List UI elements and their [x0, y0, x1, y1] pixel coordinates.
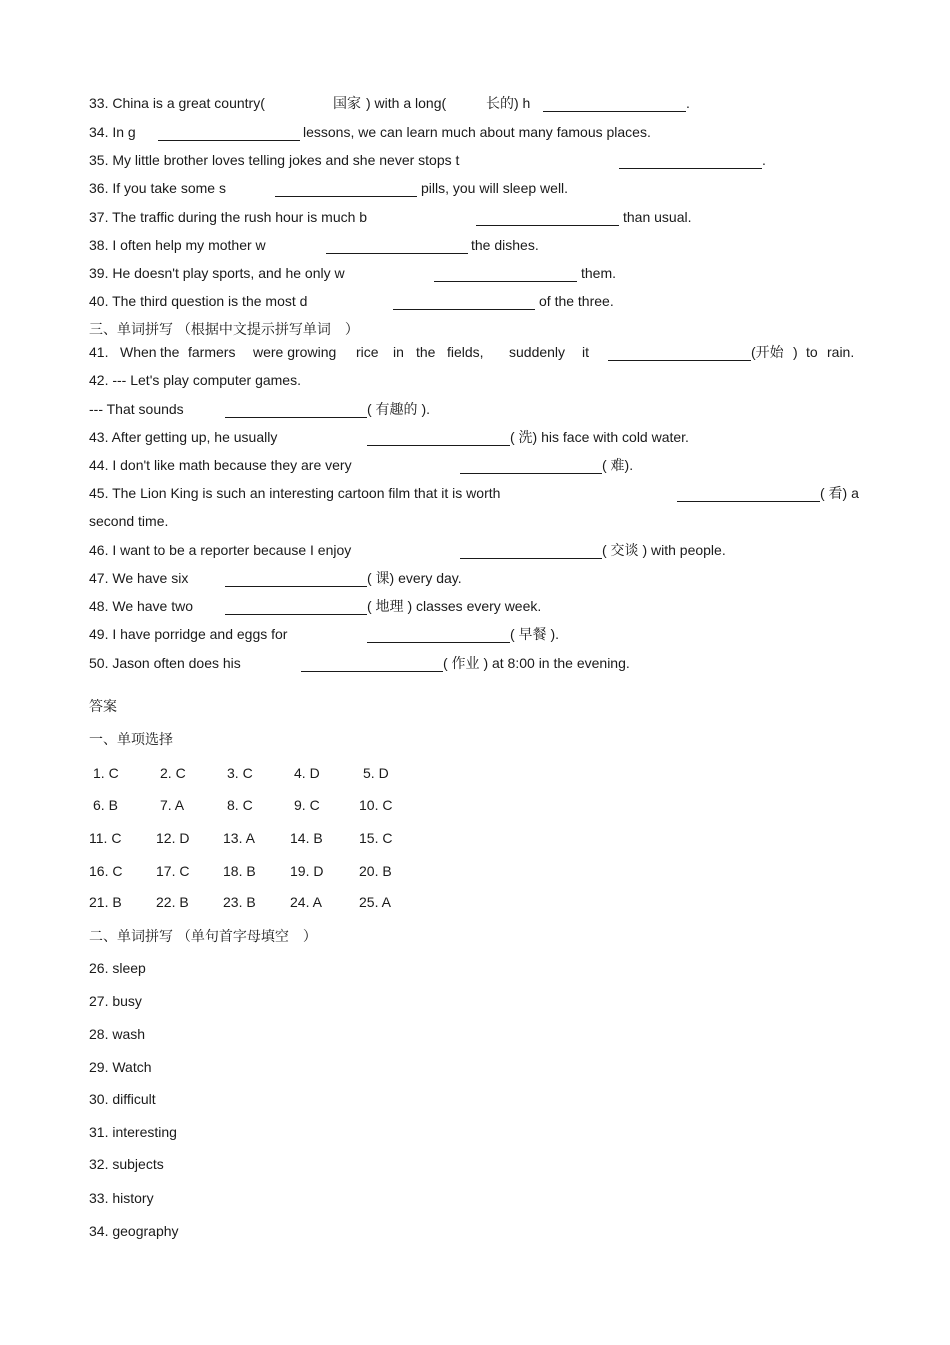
q41-word-12: to	[806, 344, 818, 360]
q33-hint-country: 国家	[333, 95, 361, 111]
answer-cell: 24. A	[290, 894, 322, 910]
list-item: 32. subjects	[89, 1156, 164, 1172]
q45-answer-blank[interactable]	[677, 501, 820, 502]
q48-answer-blank[interactable]	[225, 614, 367, 615]
q41-answer-blank[interactable]	[608, 360, 751, 361]
answers-section2-title: 二、单词拼写 （单句首字母填空 ）	[89, 928, 317, 944]
q46-text-b: ( 交谈 ) with people.	[602, 542, 726, 558]
q36-text-b: pills, you will sleep well.	[421, 180, 569, 196]
q41-word-7: in	[393, 344, 404, 360]
q35-text-a: 35. My little brother loves telling jokes and she never stops t	[89, 152, 460, 168]
q36-text-a: 36. If you take some s	[89, 180, 226, 196]
answer-cell: 14. B	[290, 830, 323, 846]
q48-text-b: ( 地理 ) classes every week.	[367, 598, 542, 614]
q42-response: --- That sounds	[89, 401, 184, 417]
q33-text-c: ) with a long(	[366, 95, 447, 111]
q34-text-a: 34. In g	[89, 124, 136, 140]
q33-text-e: ) h	[514, 95, 531, 111]
q38-answer-blank[interactable]	[326, 253, 468, 254]
q41-word-9: fields,	[447, 344, 484, 360]
answer-cell: 19. D	[290, 863, 324, 879]
list-item: 27. busy	[89, 993, 142, 1009]
answer-cell: 11. C	[89, 830, 122, 846]
answer-cell: 10. C	[359, 797, 393, 813]
answer-cell: 18. B	[223, 863, 256, 879]
q34-answer-blank[interactable]	[158, 140, 300, 141]
section3-title: 三、单词拼写 （根据中文提示拼写单词 ）	[89, 321, 359, 337]
answer-cell: 16. C	[89, 863, 123, 879]
q40-answer-blank[interactable]	[393, 309, 535, 310]
answer-cell: 20. B	[359, 863, 392, 879]
q41-word-1: 41.	[89, 344, 109, 360]
q47-text-a: 47. We have six	[89, 570, 189, 586]
q41-word-8: the	[416, 344, 436, 360]
q33-text-f: .	[686, 95, 690, 111]
q49-text-a: 49. I have porridge and eggs for	[89, 626, 288, 642]
answer-cell: 4. D	[294, 765, 320, 781]
q40-text-a: 40. The third question is the most d	[89, 293, 308, 309]
q44-text-b: ( 难).	[602, 457, 634, 473]
answer-cell: 12. D	[156, 830, 190, 846]
answer-cell: 3. C	[227, 765, 253, 781]
q48-text-a: 48. We have two	[89, 598, 194, 614]
q38-text-b: the dishes.	[471, 237, 539, 253]
answer-cell: 25. A	[359, 894, 391, 910]
q45-text-b: ( 看) a	[820, 485, 859, 501]
answer-cell: 5. D	[363, 765, 389, 781]
q50-answer-blank[interactable]	[301, 671, 443, 672]
q50-text-b: ( 作业 ) at 8:00 in the evening.	[443, 655, 630, 671]
q41-word-2: When	[120, 344, 157, 360]
q42-answer-blank[interactable]	[225, 417, 367, 418]
q39-answer-blank[interactable]	[434, 281, 577, 282]
q39-text-b: them.	[581, 265, 617, 281]
q41-paren: )	[793, 344, 798, 360]
answers-section1-title: 一、单项选择	[89, 731, 173, 747]
list-item: 26. sleep	[89, 960, 146, 976]
list-item: 28. wash	[89, 1026, 146, 1042]
q34-text-b: lessons, we can learn much about many famous places.	[303, 124, 651, 140]
q41-word-3: the	[160, 344, 180, 360]
q33-text-a: 33. China is a great country(	[89, 95, 265, 111]
q40-text-b: of the three.	[539, 293, 614, 309]
q41-word-5: were growing	[253, 344, 337, 360]
answer-cell: 8. C	[227, 797, 253, 813]
q44-answer-blank[interactable]	[460, 473, 602, 474]
answers-heading: 答案	[89, 698, 117, 714]
q36-answer-blank[interactable]	[275, 196, 417, 197]
q49-answer-blank[interactable]	[367, 642, 510, 643]
q38-text-a: 38. I often help my mother w	[89, 237, 266, 253]
list-item: 29. Watch	[89, 1059, 152, 1075]
q47-answer-blank[interactable]	[225, 586, 367, 587]
answer-cell: 21. B	[89, 894, 122, 910]
q41-word-6: rice	[356, 344, 379, 360]
answer-cell: 23. B	[223, 894, 256, 910]
q42-prompt: 42. --- Let's play computer games.	[89, 372, 301, 388]
q41-hint: (开始	[751, 344, 784, 360]
q35-answer-blank[interactable]	[619, 168, 762, 169]
q50-text-a: 50. Jason often does his	[89, 655, 241, 671]
q43-text-a: 43. After getting up, he usually	[89, 429, 278, 445]
q43-text-b: ( 洗) his face with cold water.	[510, 429, 689, 445]
q49-text-b: ( 早餐 ).	[510, 626, 559, 642]
q45-text-c: second time.	[89, 513, 169, 529]
list-item: 34. geography	[89, 1223, 179, 1239]
q41-word-11: it	[582, 344, 589, 360]
list-item: 31. interesting	[89, 1124, 177, 1140]
answer-cell: 15. C	[359, 830, 393, 846]
q33-hint-long: 长的	[486, 95, 514, 111]
q44-text-a: 44. I don't like math because they are very	[89, 457, 352, 473]
answer-cell: 13. A	[223, 830, 255, 846]
q41-word-10: suddenly	[509, 344, 566, 360]
q37-text-b: than usual.	[623, 209, 692, 225]
q39-text-a: 39. He doesn't play sports, and he only w	[89, 265, 345, 281]
answer-cell: 6. B	[93, 797, 118, 813]
q37-text-a: 37. The traffic during the rush hour is much b	[89, 209, 368, 225]
q46-answer-blank[interactable]	[460, 558, 602, 559]
q41-word-4: farmers	[188, 344, 236, 360]
list-item: 33. history	[89, 1190, 154, 1206]
answer-cell: 1. C	[93, 765, 119, 781]
q42-hint: ( 有趣的 ).	[367, 401, 430, 417]
list-item: 30. difficult	[89, 1091, 156, 1107]
q47-text-b: ( 课) every day.	[367, 570, 462, 586]
answer-cell: 9. C	[294, 797, 320, 813]
q45-text-a: 45. The Lion King is such an interesting cartoon film that it is worth	[89, 485, 501, 501]
q33-answer-blank[interactable]	[543, 111, 686, 112]
q46-text-a: 46. I want to be a reporter because I enjoy	[89, 542, 352, 558]
q41-word-13: rain.	[827, 344, 855, 360]
q35-text-b: .	[762, 152, 766, 168]
q37-answer-blank[interactable]	[476, 225, 619, 226]
answer-cell: 2. C	[160, 765, 186, 781]
q43-answer-blank[interactable]	[367, 445, 510, 446]
answer-cell: 7. A	[160, 797, 185, 813]
answer-cell: 17. C	[156, 863, 190, 879]
answer-cell: 22. B	[156, 894, 189, 910]
